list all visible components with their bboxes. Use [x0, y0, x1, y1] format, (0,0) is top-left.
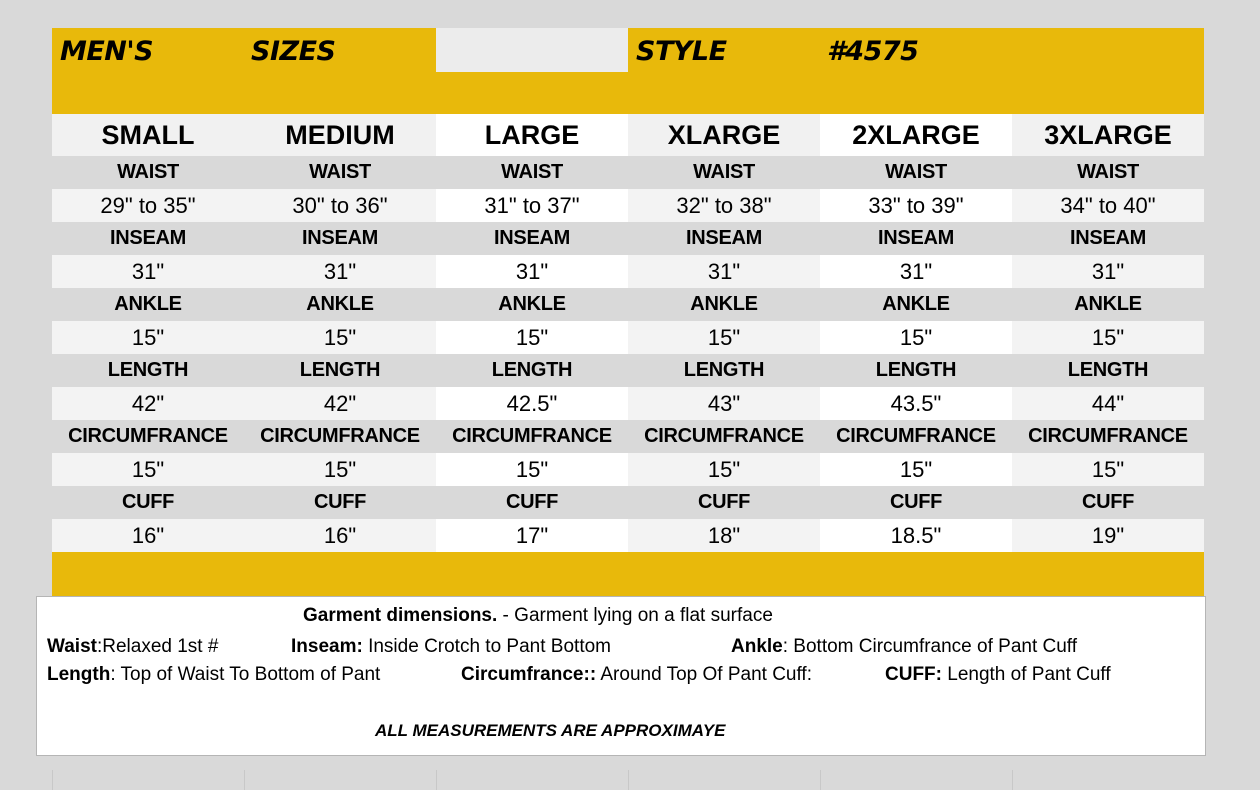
measurement-label: WAIST: [628, 156, 820, 189]
inseam-def: Inside Crotch to Pant Bottom: [362, 636, 611, 657]
measurement-label: CIRCUMFRANCE: [628, 420, 820, 453]
notes-title-rest: - Garment lying on a flat surface: [497, 605, 773, 626]
measurement-value: 15": [820, 453, 1012, 486]
measurement-value: 42.5": [436, 387, 628, 420]
measurement-label: CIRCUMFRANCE: [820, 420, 1012, 453]
measurement-value: 15": [820, 321, 1012, 354]
measurement-label: ANKLE: [244, 288, 436, 321]
measurement-label: CUFF: [628, 486, 820, 519]
measurement-label: CIRCUMFRANCE: [52, 420, 244, 453]
measurement-label: INSEAM: [628, 222, 820, 255]
length-note: [47, 664, 380, 686]
measurement-label: LENGTH: [628, 354, 820, 387]
cuff-note: [885, 664, 1111, 686]
measurement-value: 16": [52, 519, 244, 552]
value-row-length: [52, 387, 1204, 420]
inseam-note: [291, 636, 611, 658]
measurement-value: 18.5": [820, 519, 1012, 552]
measurement-value: 31": [52, 255, 244, 288]
notes-title-bold: Garment dimensions.: [303, 605, 498, 626]
circumfrance-note: [461, 664, 812, 686]
measurement-value: 31": [436, 255, 628, 288]
label-row-waist: [52, 156, 1204, 189]
gridline: [52, 770, 244, 790]
measurement-label: ANKLE: [820, 288, 1012, 321]
gridline: [628, 770, 820, 790]
value-row-cuff: [52, 519, 1204, 552]
label-row-circumfrance: [52, 420, 1204, 453]
value-row-inseam: [52, 255, 1204, 288]
waist-note: [47, 636, 218, 658]
cuff-def: Length of Pant Cuff: [941, 664, 1111, 685]
measurement-label: LENGTH: [1012, 354, 1204, 387]
measurement-label: CUFF: [1012, 486, 1204, 519]
style-number: #4575: [827, 36, 919, 67]
measurement-label: CIRCUMFRANCE: [244, 420, 436, 453]
measurement-label: WAIST: [436, 156, 628, 189]
label-row-inseam: [52, 222, 1204, 255]
value-row-circumfrance: [52, 453, 1204, 486]
approx-disclaimer: ALL MEASUREMENTS ARE APPROXIMAYE: [375, 721, 726, 740]
measurement-label: CUFF: [820, 486, 1012, 519]
measurement-value: 15": [244, 453, 436, 486]
measurement-value: 34" to 40": [1012, 189, 1204, 222]
below-gridlines: [52, 770, 1204, 790]
measurement-label: CUFF: [52, 486, 244, 519]
measurement-label: LENGTH: [244, 354, 436, 387]
measurement-label: INSEAM: [820, 222, 1012, 255]
measurement-label: LENGTH: [436, 354, 628, 387]
ankle-def: : Bottom Circumfrance of Pant Cuff: [782, 636, 1078, 657]
circumfrance-term: Circumfrance::: [461, 664, 597, 685]
measurement-value: 15": [52, 321, 244, 354]
measurement-rows: [52, 156, 1204, 552]
measurement-label: CIRCUMFRANCE: [436, 420, 628, 453]
measurement-value: 17": [436, 519, 628, 552]
sizes-label: SIZES: [251, 36, 336, 67]
measurement-label: LENGTH: [820, 354, 1012, 387]
value-row-ankle: [52, 321, 1204, 354]
measurement-label: ANKLE: [436, 288, 628, 321]
size-header-medium: MEDIUM: [244, 114, 436, 156]
gridline: [820, 770, 1012, 790]
measurement-label: WAIST: [1012, 156, 1204, 189]
measurement-label: LENGTH: [52, 354, 244, 387]
size-header-2xlarge: 2XLARGE: [820, 114, 1012, 156]
style-label: STYLE: [636, 36, 727, 67]
measurement-value: 18": [628, 519, 820, 552]
measurement-value: 31" to 37": [436, 189, 628, 222]
measurement-value: 15": [244, 321, 436, 354]
measurement-value: 16": [244, 519, 436, 552]
measurement-value: 15": [436, 453, 628, 486]
size-header-small: SMALL: [52, 114, 244, 156]
measurement-value: 29" to 35": [52, 189, 244, 222]
garment-notes: [36, 596, 1206, 756]
measurement-value: 30" to 36": [244, 189, 436, 222]
measurement-value: 15": [52, 453, 244, 486]
measurement-label: WAIST: [820, 156, 1012, 189]
measurement-value: 15": [1012, 321, 1204, 354]
notes-title: [303, 605, 773, 627]
mens-label: MEN'S: [60, 36, 154, 67]
cuff-term: CUFF:: [885, 664, 942, 685]
label-row-cuff: [52, 486, 1204, 519]
gridline: [1012, 770, 1204, 790]
ankle-note: [731, 636, 1077, 658]
measurement-value: 44": [1012, 387, 1204, 420]
measurement-label: ANKLE: [1012, 288, 1204, 321]
circumfrance-def: Around Top Of Pant Cuff:: [596, 664, 812, 685]
measurement-label: CUFF: [244, 486, 436, 519]
measurement-label: INSEAM: [1012, 222, 1204, 255]
size-header-row: [52, 114, 1204, 156]
waist-def: :Relaxed 1st #: [96, 636, 219, 657]
measurement-label: INSEAM: [244, 222, 436, 255]
footer-band: [52, 552, 1204, 596]
length-term: Length: [47, 664, 111, 685]
measurement-value: 42": [52, 387, 244, 420]
measurement-value: 19": [1012, 519, 1204, 552]
gridline: [436, 770, 628, 790]
header-banner: [52, 28, 1204, 114]
measurement-value: 15": [628, 321, 820, 354]
label-row-length: [52, 354, 1204, 387]
size-header-xlarge: XLARGE: [628, 114, 820, 156]
waist-term: Waist: [47, 636, 97, 657]
measurement-value: 43.5": [820, 387, 1012, 420]
measurement-label: WAIST: [244, 156, 436, 189]
measurement-label: INSEAM: [436, 222, 628, 255]
measurement-value: 33" to 39": [820, 189, 1012, 222]
measurement-value: 15": [628, 453, 820, 486]
measurement-value: 15": [436, 321, 628, 354]
size-header-3xlarge: 3XLARGE: [1012, 114, 1204, 156]
length-def: : Top of Waist To Bottom of Pant: [110, 664, 381, 685]
inseam-term: Inseam:: [291, 636, 363, 657]
measurement-value: 31": [244, 255, 436, 288]
measurement-label: WAIST: [52, 156, 244, 189]
measurement-value: 31": [1012, 255, 1204, 288]
header-notch: [436, 28, 628, 72]
measurement-label: ANKLE: [52, 288, 244, 321]
measurement-value: 32" to 38": [628, 189, 820, 222]
value-row-waist: [52, 189, 1204, 222]
ankle-term: Ankle: [731, 636, 783, 657]
measurement-label: CUFF: [436, 486, 628, 519]
measurement-label: ANKLE: [628, 288, 820, 321]
measurement-value: 43": [628, 387, 820, 420]
measurement-value: 31": [820, 255, 1012, 288]
size-chart: [52, 28, 1204, 596]
measurement-value: 31": [628, 255, 820, 288]
measurement-value: 15": [1012, 453, 1204, 486]
measurement-label: INSEAM: [52, 222, 244, 255]
gridline: [244, 770, 436, 790]
label-row-ankle: [52, 288, 1204, 321]
measurement-value: 42": [244, 387, 436, 420]
measurement-label: CIRCUMFRANCE: [1012, 420, 1204, 453]
size-header-large: LARGE: [436, 114, 628, 156]
